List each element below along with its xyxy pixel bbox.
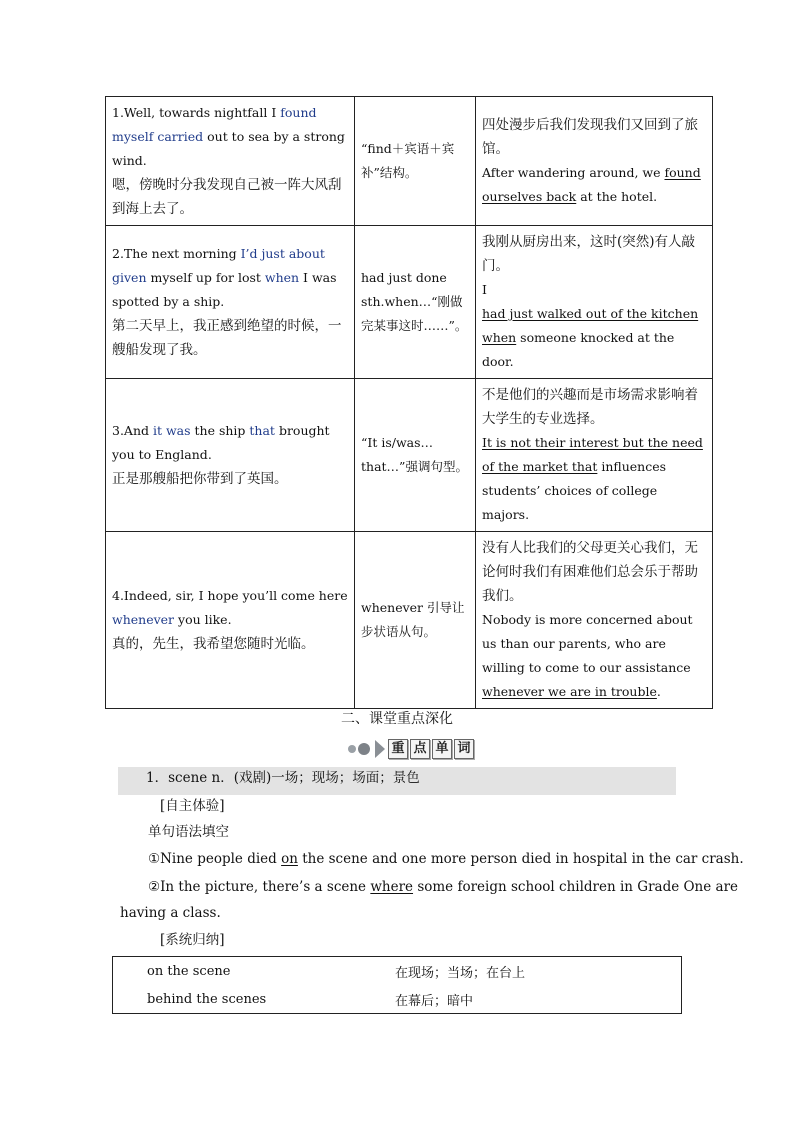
sentence-translation: 真的，先生，我希望您随时光临。 <box>112 636 315 652</box>
sentence-translation: 第二天早上，我正感到绝望的时候，一艘船发现了我。 <box>112 318 342 358</box>
answer-underlined: had just walked out of the kitchen when <box>482 306 699 345</box>
exercise-text: the scene and one more person died in hospital in the car crash. <box>297 851 744 867</box>
grammar-note <box>355 226 476 379</box>
phrase-row <box>113 957 682 986</box>
practice-label: [自主体验] <box>160 798 225 814</box>
practice-text: someone knocked at the door. <box>482 330 675 369</box>
grammar-note <box>355 97 476 226</box>
sentence-text: 2.The next morning <box>112 246 241 261</box>
key-phrase: when <box>264 270 300 285</box>
sentence-text: 3.And <box>112 423 153 438</box>
table-row <box>106 532 713 709</box>
answer-underlined: whenever we are in trouble <box>482 684 657 699</box>
dot-icon <box>348 745 356 753</box>
phrase-row <box>113 985 682 1014</box>
exercise-1 <box>148 848 744 870</box>
dot-icon <box>358 743 370 755</box>
practice-prompt: 我刚从厨房出来，这时(突然)有人敲门。 <box>482 234 696 274</box>
badge-char: 单 <box>432 739 452 759</box>
exercise-text: ①Nine people died <box>148 851 282 867</box>
sentence-text: I was spotted by a ship. <box>112 270 337 309</box>
summary-label: [系统归纳] <box>160 932 225 948</box>
sentence-cell <box>106 97 355 226</box>
answer-underlined: found ourselves back <box>482 165 701 204</box>
answer-underlined: on <box>281 851 298 867</box>
practice-prompt: 不是他们的兴趣而是市场需求影响着大学生的专业选择。 <box>482 387 698 427</box>
exercise-text: ②In the picture, there’s a scene <box>148 879 371 895</box>
answer-underlined: where <box>370 879 414 895</box>
sentence-text: brought you to England. <box>112 423 330 462</box>
sentence-text: myself up for lost <box>146 270 265 285</box>
exercise-2 <box>148 876 738 898</box>
sentence-text: you like. <box>174 612 232 627</box>
practice-text: I <box>482 282 487 297</box>
practice-cell <box>476 97 713 226</box>
section-title: 二、课堂重点深化 <box>341 711 453 727</box>
phrase-en: behind the scenes <box>113 985 396 1014</box>
sentence-translation: 正是那艘船把你带到了英国。 <box>112 471 288 487</box>
practice-subtitle: 单句语法填空 <box>148 824 229 840</box>
table-row <box>106 226 713 379</box>
sentence-table <box>105 96 713 709</box>
practice-prompt: 没有人比我们的父母更关心我们，无论何时我们有困难他们总会乐于帮助我们。 <box>482 540 698 604</box>
key-phrase: whenever <box>112 612 175 627</box>
note-text: “find＋宾语＋宾补”结构。 <box>361 141 455 180</box>
phrase-zh: 在幕后；暗中 <box>395 985 682 1014</box>
badge-label <box>388 739 476 759</box>
practice-cell <box>476 532 713 709</box>
phrase-zh: 在现场；当场；在台上 <box>395 957 682 986</box>
section-badge <box>348 738 476 760</box>
table-row <box>106 97 713 226</box>
phrase-table <box>112 956 682 1014</box>
practice-text: at the hotel. <box>576 189 658 204</box>
table-row <box>106 379 713 532</box>
exercise-text: some foreign school children in Grade One are <box>413 879 739 895</box>
sentence-cell <box>106 226 355 379</box>
practice-text: Nobody is more concerned about us than our parents, who are willing to come to our assistance <box>482 612 693 675</box>
sentence-text: out to sea by a strong wind. <box>112 129 345 168</box>
sentence-text: the ship <box>190 423 250 438</box>
grammar-note <box>355 379 476 532</box>
word-heading <box>118 767 676 795</box>
sentence-cell <box>106 532 355 709</box>
practice-cell <box>476 226 713 379</box>
sentence-translation: 嗯，傍晚时分我发现自己被一阵大风刮到海上去了。 <box>112 177 342 217</box>
answer-underlined: It is not their interest but the need of the market that <box>482 435 703 474</box>
phrase-en: on the scene <box>113 957 396 986</box>
practice-text: . <box>656 684 661 699</box>
sentence-cell <box>106 379 355 532</box>
practice-cell <box>476 379 713 532</box>
practice-prompt: 四处漫步后我们发现我们又回到了旅馆。 <box>482 117 698 157</box>
badge-char: 重 <box>388 739 408 759</box>
grammar-note <box>355 532 476 709</box>
note-text: whenever 引导让步状语从句。 <box>361 600 465 639</box>
practice-text: influences students’ choices of college majors. <box>482 459 667 522</box>
key-phrase: it was <box>152 423 191 438</box>
key-phrase: that <box>249 423 275 438</box>
note-text: had just done sth.when…“刚做完某事这时……”。 <box>361 270 468 333</box>
key-phrase: I’d just about given <box>112 246 325 285</box>
sentence-text: 1.Well, towards nightfall I <box>112 105 281 120</box>
word-heading-text: 1．scene n．(戏剧)一场；现场；场面；景色 <box>146 770 420 786</box>
exercise-2-continued: having a class. <box>120 905 221 921</box>
note-text: “It is/was…that…”强调句型。 <box>361 435 468 474</box>
arrow-right-icon <box>375 740 385 758</box>
practice-text: After wandering around, we <box>482 165 665 180</box>
badge-char: 词 <box>454 739 474 759</box>
badge-char: 点 <box>410 739 430 759</box>
sentence-text: 4.Indeed, sir, I hope you’ll come here <box>112 588 348 603</box>
key-phrase: found myself carried <box>112 105 317 144</box>
